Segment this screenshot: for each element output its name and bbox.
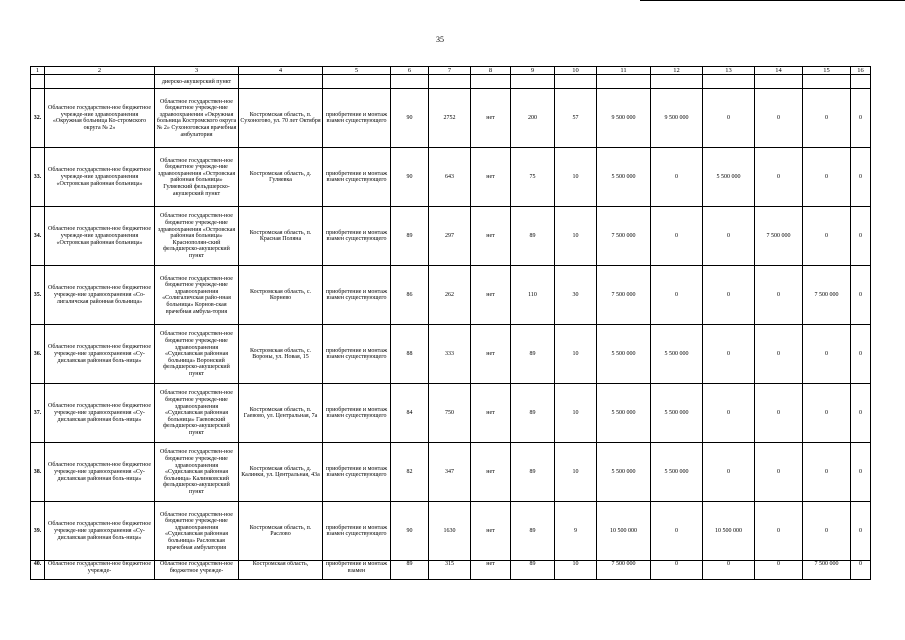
facility-cell: Областное государствен-ное бюджетное учрежде-ние здравоохранения «Островская районная больница» Краснополян-ский фельдшерско-акушерский пункт <box>155 207 239 266</box>
col-10-cell: 10 <box>555 443 597 502</box>
empty-cell <box>803 75 851 89</box>
col-16-cell: 0 <box>851 325 871 384</box>
page-number: 35 <box>436 35 444 44</box>
table-header-row <box>31 67 871 75</box>
col-14-cell: 0 <box>755 384 803 443</box>
col-14-cell: 0 <box>755 89 803 148</box>
col-11-cell: 5 500 000 <box>597 325 651 384</box>
col-8-cell: нет <box>471 561 511 580</box>
address-cell: Костромская область, <box>239 561 323 580</box>
row-number: 32. <box>31 89 45 148</box>
col-12-cell: 0 <box>651 207 703 266</box>
column-number-header: 3 <box>155 67 239 75</box>
col-16-cell: 0 <box>851 207 871 266</box>
col-11-cell: 7 500 000 <box>597 266 651 325</box>
col-16-cell: 0 <box>851 266 871 325</box>
column-number-header: 11 <box>597 67 651 75</box>
col-12-cell: 0 <box>651 266 703 325</box>
column-number-header: 5 <box>323 67 391 75</box>
facility-cell: Областное государствен-ное бюджетное учрежде-ние здравоохранения «Островская районная больница» Гуляевский фельдшерско-акушерский пункт <box>155 148 239 207</box>
col-14-cell: 0 <box>755 443 803 502</box>
col-8-cell: нет <box>471 502 511 561</box>
empty-cell <box>703 75 755 89</box>
col-11-cell: 7 500 000 <box>597 207 651 266</box>
table-row <box>31 384 871 443</box>
col-9-cell: 89 <box>511 561 555 580</box>
col-6-cell: 82 <box>391 443 429 502</box>
empty-cell <box>597 75 651 89</box>
col-6-cell: 90 <box>391 89 429 148</box>
col-6-cell: 86 <box>391 266 429 325</box>
col-15-cell: 0 <box>803 325 851 384</box>
col-6-cell: 90 <box>391 148 429 207</box>
continuation-cell: диерско-акушерский пункт <box>155 75 239 89</box>
col-7-cell: 297 <box>429 207 471 266</box>
col-10-cell: 30 <box>555 266 597 325</box>
address-cell: Костромская область, с. Вороны, ул. Новая, 15 <box>239 325 323 384</box>
row-number: 40. <box>31 561 45 580</box>
col-6-cell: 89 <box>391 207 429 266</box>
col-15-cell: 0 <box>803 384 851 443</box>
col-13-cell: 0 <box>703 89 755 148</box>
col-8-cell: нет <box>471 148 511 207</box>
address-cell: Костромская область, п. Красная Поляна <box>239 207 323 266</box>
col-10-cell: 10 <box>555 325 597 384</box>
work-type-cell: приобретение и монтаж взамен существующего <box>323 148 391 207</box>
col-7-cell: 1630 <box>429 502 471 561</box>
col-10-cell: 57 <box>555 89 597 148</box>
work-type-cell: приобретение и монтаж взамен существующего <box>323 207 391 266</box>
table-row <box>31 148 871 207</box>
col-9-cell: 110 <box>511 266 555 325</box>
column-number-header: 4 <box>239 67 323 75</box>
col-7-cell: 315 <box>429 561 471 580</box>
col-12-cell: 5 500 000 <box>651 443 703 502</box>
row-number: 35. <box>31 266 45 325</box>
col-6-cell: 84 <box>391 384 429 443</box>
col-10-cell: 10 <box>555 384 597 443</box>
organization-cell: Областное государствен-ное бюджетное учрежде-ние здравоохранения «Островская районная больница» <box>45 207 155 266</box>
empty-cell <box>851 75 871 89</box>
col-13-cell: 0 <box>703 266 755 325</box>
row-number: 37. <box>31 384 45 443</box>
col-8-cell: нет <box>471 325 511 384</box>
address-cell: Костромская область, д. Калинки, ул. Центральная, 43а <box>239 443 323 502</box>
top-rule <box>640 0 905 1</box>
empty-cell <box>651 75 703 89</box>
address-cell: Костромская область, п. Гаевово, ул. Центральная, 7а <box>239 384 323 443</box>
col-13-cell: 0 <box>703 443 755 502</box>
address-cell: Костромская область, с. Корнево <box>239 266 323 325</box>
row-number: 38. <box>31 443 45 502</box>
table-row <box>31 502 871 561</box>
facility-cell: Областное государствен-ное бюджетное учрежде- <box>155 561 239 580</box>
col-13-cell: 0 <box>703 561 755 580</box>
col-15-cell: 0 <box>803 148 851 207</box>
table-row <box>31 443 871 502</box>
col-12-cell: 0 <box>651 148 703 207</box>
column-number-header: 12 <box>651 67 703 75</box>
organization-cell: Областное государствен-ное бюджетное учрежде-ние здравоохранения «Островская районная больница» <box>45 148 155 207</box>
col-7-cell: 750 <box>429 384 471 443</box>
col-15-cell: 0 <box>803 207 851 266</box>
column-number-header: 14 <box>755 67 803 75</box>
empty-cell <box>391 75 429 89</box>
empty-cell <box>555 75 597 89</box>
col-10-cell: 10 <box>555 561 597 580</box>
col-14-cell: 0 <box>755 325 803 384</box>
col-6-cell: 88 <box>391 325 429 384</box>
col-12-cell: 5 500 000 <box>651 384 703 443</box>
col-14-cell: 0 <box>755 502 803 561</box>
organization-cell: Областное государствен-ное бюджетное учрежде- <box>45 561 155 580</box>
facility-cell: Областное государствен-ное бюджетное учрежде-ние здравоохранения «Солигаличская райо-нная больница» Корнов-ская врачебная амбула-тория <box>155 266 239 325</box>
col-9-cell: 75 <box>511 148 555 207</box>
organization-cell: Областное государствен-ное бюджетное учрежде-ние здравоохранения «Со-лигаличская районная больница» <box>45 266 155 325</box>
col-9-cell: 89 <box>511 443 555 502</box>
organization-cell: Областное государствен-ное бюджетное учрежде-ние здравоохранения «Су-диславская районная боль-ница» <box>45 325 155 384</box>
col-7-cell: 333 <box>429 325 471 384</box>
col-8-cell: нет <box>471 266 511 325</box>
col-11-cell: 5 500 000 <box>597 384 651 443</box>
empty-cell <box>239 75 323 89</box>
work-type-cell: приобретение и монтаж взамен существующего <box>323 89 391 148</box>
column-number-header: 15 <box>803 67 851 75</box>
column-number-header: 10 <box>555 67 597 75</box>
empty-cell <box>511 75 555 89</box>
col-14-cell: 7 500 000 <box>755 207 803 266</box>
col-12-cell: 0 <box>651 561 703 580</box>
col-11-cell: 5 500 000 <box>597 443 651 502</box>
col-14-cell: 0 <box>755 266 803 325</box>
col-13-cell: 0 <box>703 207 755 266</box>
col-11-cell: 7 500 000 <box>597 561 651 580</box>
col-11-cell: 10 500 000 <box>597 502 651 561</box>
facility-cell: Областное государствен-ное бюджетное учрежде-ние здравоохранения «Судиславская районная больница» Воронский фельдшерско-акушерский пункт <box>155 325 239 384</box>
organization-cell: Областное государствен-ное бюджетное учрежде-ние здравоохранения «Су-диславская районная боль-ница» <box>45 443 155 502</box>
column-number-header: 9 <box>511 67 555 75</box>
col-16-cell: 0 <box>851 561 871 580</box>
col-8-cell: нет <box>471 384 511 443</box>
work-type-cell: приобретение и монтаж взамен существующего <box>323 384 391 443</box>
column-number-header: 16 <box>851 67 871 75</box>
col-16-cell: 0 <box>851 148 871 207</box>
table-row <box>31 561 871 580</box>
row-number: 33. <box>31 148 45 207</box>
work-type-cell: приобретение и монтаж взамен существующего <box>323 443 391 502</box>
col-8-cell: нет <box>471 89 511 148</box>
organization-cell: Областное государствен-ное бюджетное учрежде-ние здравоохранения «Су-диславская районная боль-ница» <box>45 502 155 561</box>
col-14-cell: 0 <box>755 561 803 580</box>
col-8-cell: нет <box>471 207 511 266</box>
facility-cell: Областное государствен-ное бюджетное учрежде-ние здравоохранения «Судиславская районная больница» Гаевовский фельдшерско-акушерский пункт <box>155 384 239 443</box>
col-6-cell: 90 <box>391 502 429 561</box>
facility-cell: Областное государствен-ное бюджетное учрежде-ние здравоохранения «Судиславская районная больница» Калинковский фельдшерско-акушерский пункт <box>155 443 239 502</box>
col-9-cell: 200 <box>511 89 555 148</box>
col-9-cell: 89 <box>511 502 555 561</box>
work-type-cell: приобретение и монтаж взамен существующего <box>323 502 391 561</box>
col-13-cell: 5 500 000 <box>703 148 755 207</box>
table-row <box>31 207 871 266</box>
empty-cell <box>429 75 471 89</box>
col-14-cell: 0 <box>755 148 803 207</box>
col-15-cell: 0 <box>803 89 851 148</box>
col-16-cell: 0 <box>851 384 871 443</box>
address-cell: Костромская область, п. Сухоногово, ул. 70 лет Октября <box>239 89 323 148</box>
column-number-header: 6 <box>391 67 429 75</box>
col-16-cell: 0 <box>851 443 871 502</box>
col-7-cell: 2752 <box>429 89 471 148</box>
col-9-cell: 89 <box>511 384 555 443</box>
column-number-header: 13 <box>703 67 755 75</box>
organization-cell: Областное государствен-ное бюджетное учрежде-ние здравоохранения «Окружная больница Ко-стромского округа № 2» <box>45 89 155 148</box>
work-type-cell: приобретение и монтаж взамен существующего <box>323 266 391 325</box>
col-6-cell: 89 <box>391 561 429 580</box>
facility-cell: Областное государствен-ное бюджетное учрежде-ние здравоохранения «Судиславская районная больница» Расловская врачебная амбулатория <box>155 502 239 561</box>
address-cell: Костромская область, п. Раслово <box>239 502 323 561</box>
row-number: 34. <box>31 207 45 266</box>
column-number-header: 7 <box>429 67 471 75</box>
col-13-cell: 0 <box>703 384 755 443</box>
col-15-cell: 0 <box>803 502 851 561</box>
column-number-header: 1 <box>31 67 45 75</box>
table-row <box>31 89 871 148</box>
col-11-cell: 5 500 000 <box>597 148 651 207</box>
column-number-header: 2 <box>45 67 155 75</box>
col-9-cell: 89 <box>511 325 555 384</box>
row-number: 39. <box>31 502 45 561</box>
organization-cell: Областное государствен-ное бюджетное учрежде-ние здравоохранения «Су-диславская районная боль-ница» <box>45 384 155 443</box>
col-16-cell: 0 <box>851 89 871 148</box>
col-9-cell: 89 <box>511 207 555 266</box>
address-cell: Костромская область, д. Гуляевка <box>239 148 323 207</box>
investment-table <box>30 66 871 580</box>
col-11-cell: 9 500 000 <box>597 89 651 148</box>
col-13-cell: 0 <box>703 325 755 384</box>
col-7-cell: 347 <box>429 443 471 502</box>
col-8-cell: нет <box>471 443 511 502</box>
col-10-cell: 10 <box>555 148 597 207</box>
col-10-cell: 10 <box>555 207 597 266</box>
col-12-cell: 0 <box>651 502 703 561</box>
work-type-cell: приобретение и монтаж взамен существующего <box>323 325 391 384</box>
col-12-cell: 5 500 000 <box>651 325 703 384</box>
empty-cell <box>31 75 45 89</box>
col-15-cell: 7 500 000 <box>803 561 851 580</box>
col-12-cell: 9 500 000 <box>651 89 703 148</box>
col-16-cell: 0 <box>851 502 871 561</box>
facility-cell: Областное государствен-ное бюджетное учрежде-ние здравоохранения «Окружная больница Костромского округа № 2» Сухоноговская врачебная амбулатория <box>155 89 239 148</box>
col-7-cell: 262 <box>429 266 471 325</box>
empty-cell <box>323 75 391 89</box>
col-15-cell: 7 500 000 <box>803 266 851 325</box>
col-15-cell: 0 <box>803 443 851 502</box>
row-number: 36. <box>31 325 45 384</box>
empty-cell <box>755 75 803 89</box>
table-row <box>31 266 871 325</box>
col-7-cell: 643 <box>429 148 471 207</box>
continuation-row <box>31 75 871 89</box>
col-10-cell: 9 <box>555 502 597 561</box>
table-row <box>31 325 871 384</box>
work-type-cell: приобретение и монтаж взамен <box>323 561 391 580</box>
col-13-cell: 10 500 000 <box>703 502 755 561</box>
empty-cell <box>471 75 511 89</box>
empty-cell <box>45 75 155 89</box>
column-number-header: 8 <box>471 67 511 75</box>
